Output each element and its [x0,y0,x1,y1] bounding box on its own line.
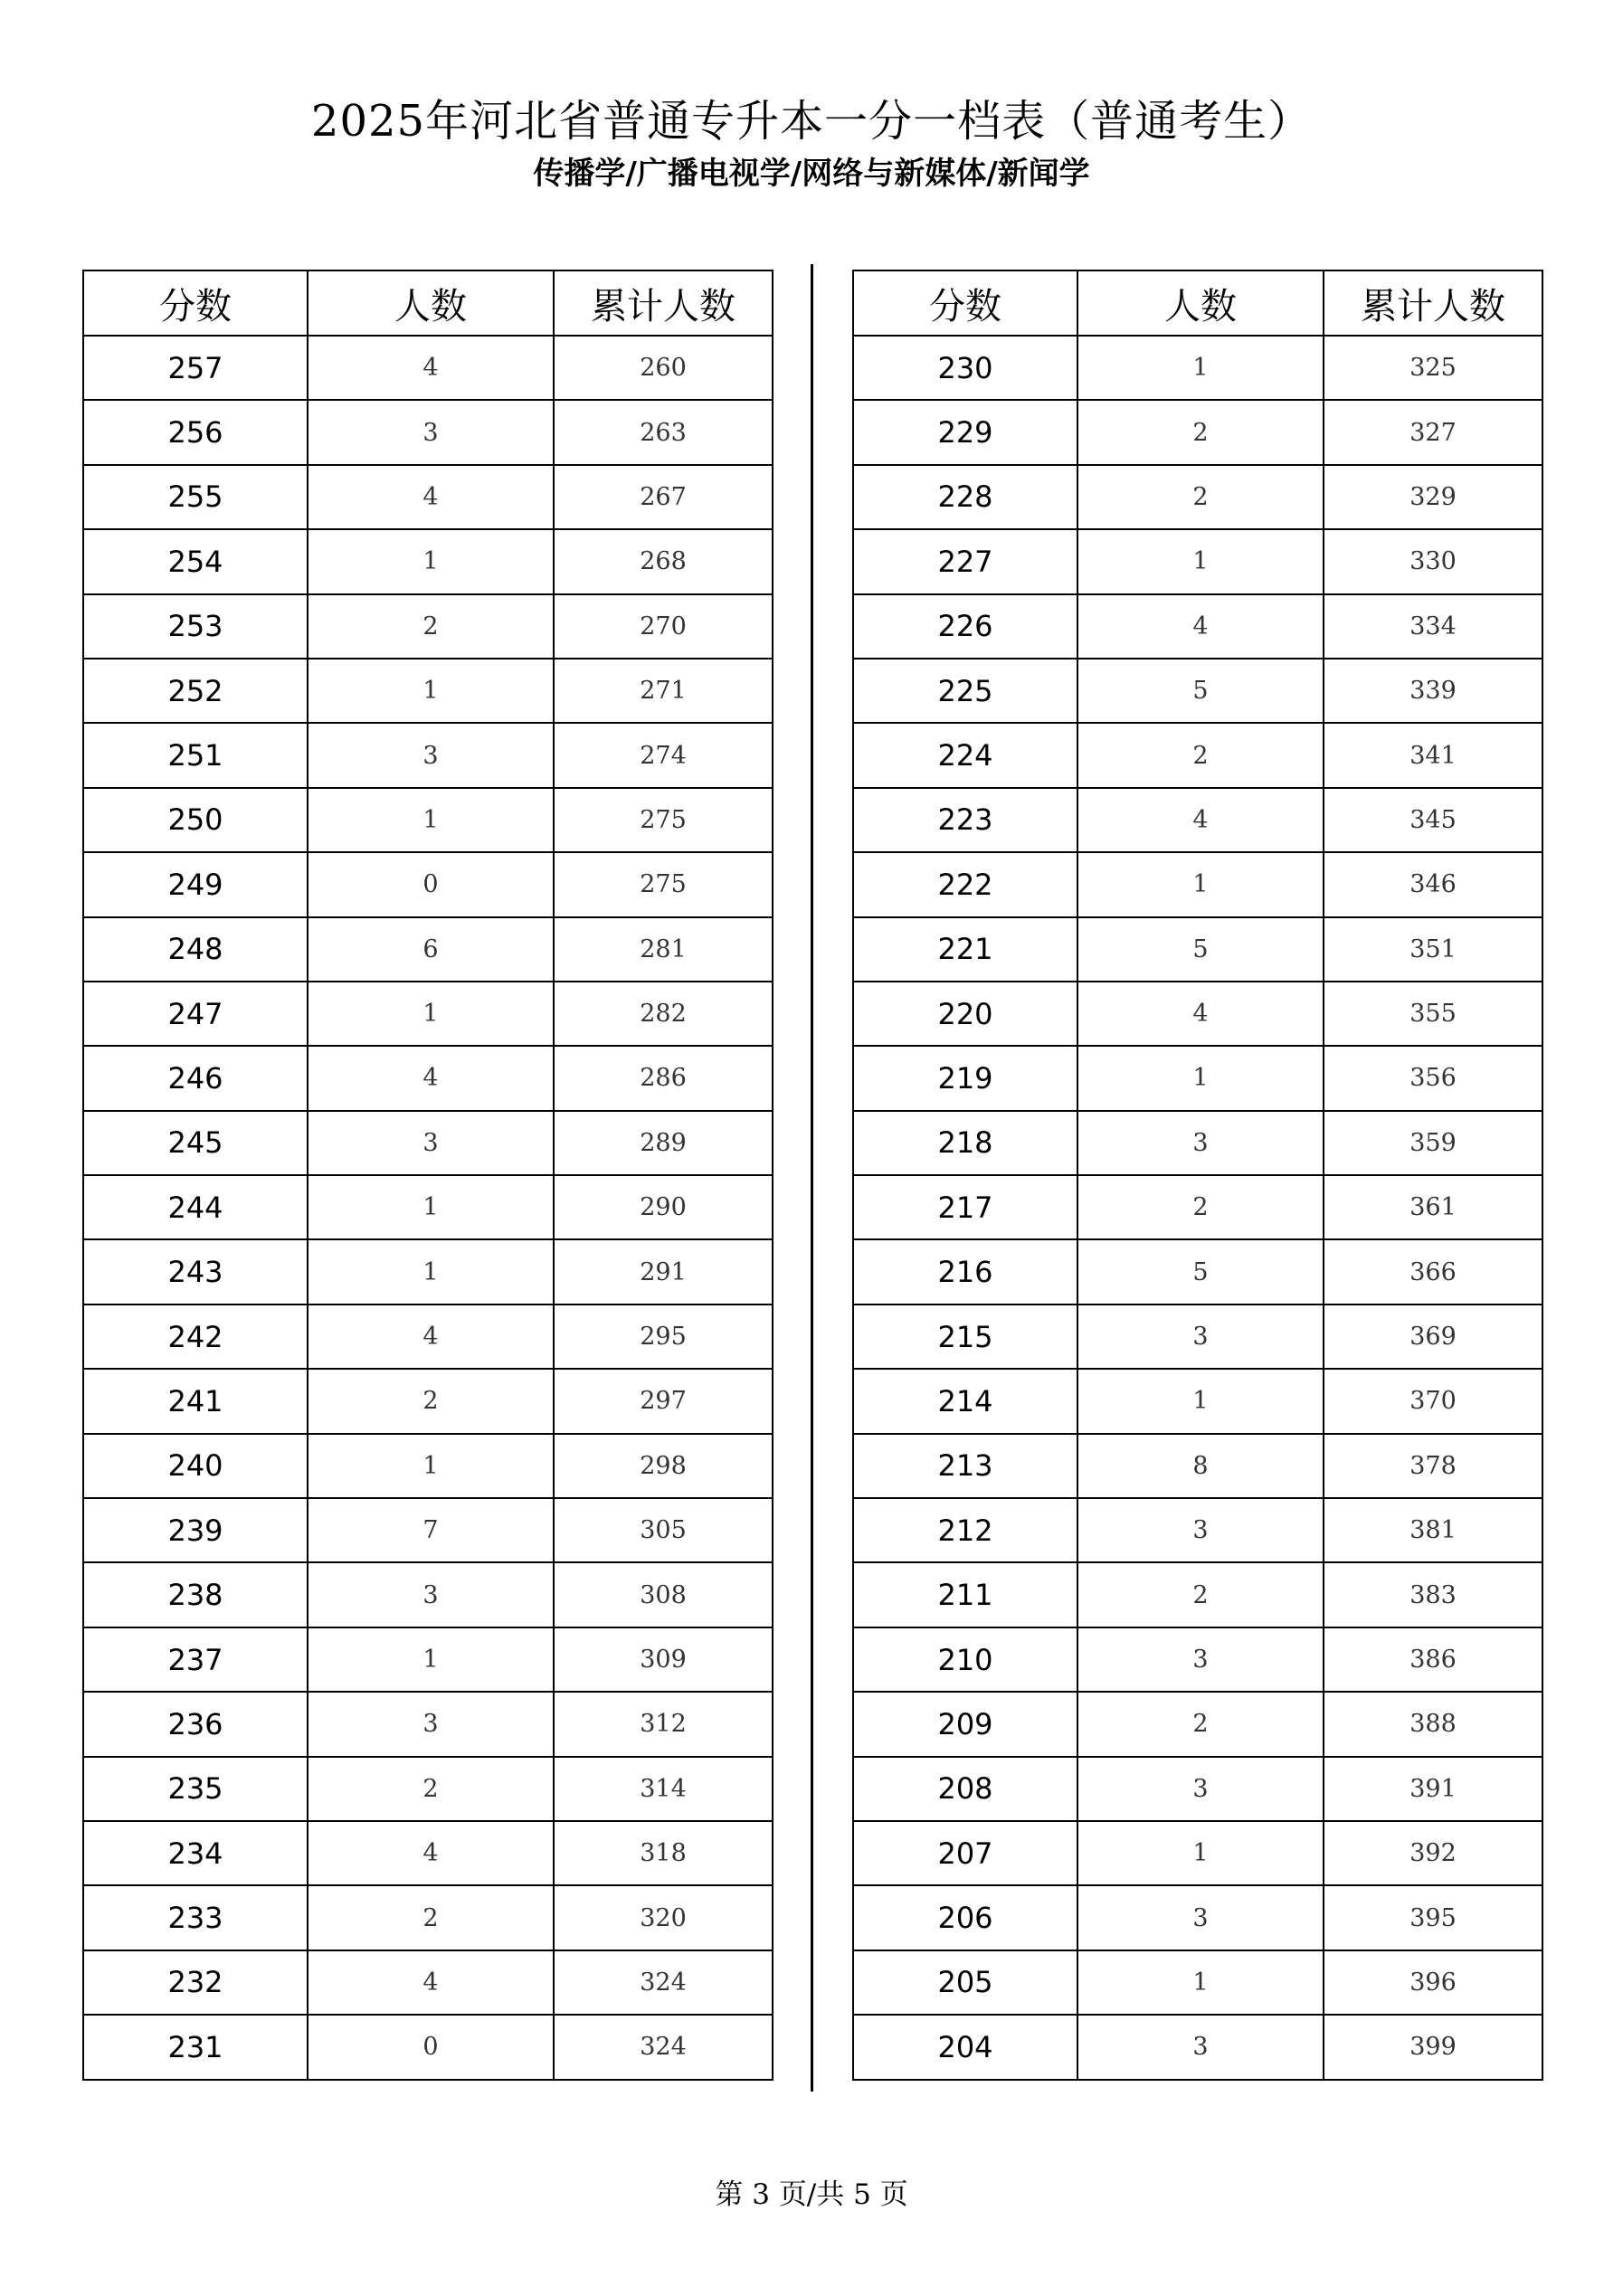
cell-count: 4 [1077,982,1324,1046]
cell-score: 217 [853,1175,1077,1239]
table-row [83,982,773,1046]
table-row [83,594,773,659]
table-row [83,336,773,400]
cell-cumulative: 318 [554,1821,773,1885]
table-row [853,465,1542,529]
cell-cumulative: 392 [1324,1821,1542,1885]
cell-count: 1 [308,788,554,852]
cell-score: 237 [83,1627,308,1692]
cell-count: 3 [1077,1757,1324,1821]
cell-cumulative: 386 [1324,1627,1542,1692]
cell-cumulative: 291 [554,1239,773,1304]
cell-cumulative: 282 [554,982,773,1046]
cell-score: 218 [853,1111,1077,1175]
cell-count: 2 [308,1757,554,1821]
cell-cumulative: 281 [554,917,773,982]
cell-count: 1 [1077,336,1324,400]
cell-count: 4 [308,336,554,400]
cell-score: 233 [83,1885,308,1950]
table-row [853,1885,1542,1950]
cell-count: 4 [1077,594,1324,659]
table-row [83,529,773,593]
cell-score: 222 [853,852,1077,916]
score-table-right [852,270,1543,2081]
cell-score: 229 [853,400,1077,464]
table-row [853,1305,1542,1369]
cell-count: 2 [308,1369,554,1433]
cell-cumulative: 309 [554,1627,773,1692]
cell-cumulative: 329 [1324,465,1542,529]
table-row [853,1498,1542,1562]
cell-cumulative: 295 [554,1305,773,1369]
cell-cumulative: 334 [1324,594,1542,659]
cell-score: 239 [83,1498,308,1562]
cell-count: 0 [308,852,554,916]
cell-cumulative: 298 [554,1434,773,1498]
cell-cumulative: 271 [554,659,773,723]
header-cumulative: 累计人数 [1324,270,1542,336]
cell-cumulative: 383 [1324,1562,1542,1627]
cell-score: 249 [83,852,308,916]
table-row [853,529,1542,593]
cell-cumulative: 314 [554,1757,773,1821]
cell-score: 213 [853,1434,1077,1498]
cell-count: 8 [1077,1434,1324,1498]
cell-score: 243 [83,1239,308,1304]
cell-count: 2 [308,1885,554,1950]
table-row [83,1562,773,1627]
page-title: 2025年河北省普通专升本一分一档表（普通考生） [310,96,1313,147]
cell-count: 3 [308,723,554,787]
cell-score: 225 [853,659,1077,723]
cell-cumulative: 359 [1324,1111,1542,1175]
cell-score: 212 [853,1498,1077,1562]
cell-score: 209 [853,1692,1077,1756]
cell-cumulative: 339 [1324,659,1542,723]
score-table-left [82,270,774,2081]
table-row [83,465,773,529]
table-row [853,1434,1542,1498]
cell-score: 224 [853,723,1077,787]
cell-count: 2 [1077,1175,1324,1239]
cell-count: 3 [1077,1627,1324,1692]
cell-count: 5 [1077,1239,1324,1304]
cell-cumulative: 324 [554,2015,773,2079]
cell-score: 245 [83,1111,308,1175]
cell-count: 1 [1077,1046,1324,1110]
cell-cumulative: 275 [554,788,773,852]
cell-count: 4 [308,1305,554,1369]
cell-score: 238 [83,1562,308,1627]
cell-count: 2 [1077,1692,1324,1756]
cell-score: 254 [83,529,308,593]
cell-cumulative: 345 [1324,788,1542,852]
table-row [83,1498,773,1562]
cell-score: 251 [83,723,308,787]
cell-count: 5 [1077,917,1324,982]
table-row [853,1369,1542,1433]
cell-count: 3 [1077,1498,1324,1562]
cell-count: 3 [1077,1305,1324,1369]
cell-score: 247 [83,982,308,1046]
cell-score: 208 [853,1757,1077,1821]
cell-score: 256 [83,400,308,464]
cell-count: 1 [1077,1950,1324,2015]
cell-count: 4 [308,1950,554,2015]
table-row [853,917,1542,982]
cell-score: 210 [853,1627,1077,1692]
cell-cumulative: 366 [1324,1239,1542,1304]
table-row [853,1821,1542,1885]
cell-cumulative: 396 [1324,1950,1542,2015]
cell-cumulative: 399 [1324,2015,1542,2079]
cell-count: 5 [1077,659,1324,723]
cell-count: 4 [1077,788,1324,852]
cell-count: 0 [308,2015,554,2079]
cell-count: 2 [308,594,554,659]
table-row [83,2015,773,2079]
cell-count: 3 [1077,1111,1324,1175]
header-cumulative: 累计人数 [554,270,773,336]
table-row [853,1627,1542,1692]
cell-count: 1 [1077,529,1324,593]
cell-score: 219 [853,1046,1077,1110]
table-header-row [853,270,1542,336]
table-row [853,1562,1542,1627]
table-row [853,659,1542,723]
cell-cumulative: 341 [1324,723,1542,787]
table-row [853,336,1542,400]
table-row [83,1111,773,1175]
table-row [83,788,773,852]
table-row [853,1692,1542,1756]
cell-count: 4 [308,1046,554,1110]
cell-score: 234 [83,1821,308,1885]
table-row [83,852,773,916]
table-row [83,1175,773,1239]
cell-score: 246 [83,1046,308,1110]
cell-score: 250 [83,788,308,852]
table-row [83,659,773,723]
table-row [83,400,773,464]
cell-score: 257 [83,336,308,400]
cell-cumulative: 325 [1324,336,1542,400]
cell-score: 242 [83,1305,308,1369]
table-row [853,1175,1542,1239]
page-number: 第 3 页/共 5 页 [715,2178,908,2211]
cell-score: 231 [83,2015,308,2079]
cell-count: 1 [308,529,554,593]
cell-count: 3 [308,1562,554,1627]
cell-count: 1 [308,659,554,723]
cell-score: 216 [853,1239,1077,1304]
table-row [83,1434,773,1498]
cell-count: 2 [1077,400,1324,464]
cell-cumulative: 370 [1324,1369,1542,1433]
cell-score: 211 [853,1562,1077,1627]
cell-score: 215 [853,1305,1077,1369]
cell-cumulative: 395 [1324,1885,1542,1950]
cell-count: 3 [1077,1885,1324,1950]
cell-score: 248 [83,917,308,982]
cell-score: 252 [83,659,308,723]
table-row [83,1369,773,1433]
table-row [83,1046,773,1110]
cell-cumulative: 308 [554,1562,773,1627]
cell-score: 244 [83,1175,308,1239]
cell-cumulative: 286 [554,1046,773,1110]
table-row [853,1757,1542,1821]
table-header-row [83,270,773,336]
cell-score: 232 [83,1950,308,2015]
cell-cumulative: 320 [554,1885,773,1950]
cell-score: 230 [853,336,1077,400]
cell-cumulative: 324 [554,1950,773,2015]
cell-cumulative: 260 [554,336,773,400]
table-row [83,1757,773,1821]
cell-score: 241 [83,1369,308,1433]
cell-score: 205 [853,1950,1077,2015]
table-row [853,723,1542,787]
cell-score: 204 [853,2015,1077,2079]
cell-cumulative: 356 [1324,1046,1542,1110]
cell-cumulative: 381 [1324,1498,1542,1562]
cell-count: 1 [1077,1821,1324,1885]
cell-cumulative: 327 [1324,400,1542,464]
cell-count: 3 [308,1692,554,1756]
cell-count: 1 [308,1627,554,1692]
cell-cumulative: 263 [554,400,773,464]
page-subtitle: 传播学/广播电视学/网络与新媒体/新闻学 [533,156,1090,192]
cell-cumulative: 312 [554,1692,773,1756]
table-row [853,788,1542,852]
cell-score: 223 [853,788,1077,852]
cell-count: 3 [1077,2015,1324,2079]
cell-cumulative: 361 [1324,1175,1542,1239]
cell-count: 1 [1077,852,1324,916]
cell-score: 207 [853,1821,1077,1885]
column-divider [811,264,813,2092]
table-row [83,1305,773,1369]
table-row [853,982,1542,1046]
header-score: 分数 [83,270,308,336]
cell-count: 4 [308,1821,554,1885]
cell-count: 2 [1077,723,1324,787]
cell-cumulative: 391 [1324,1757,1542,1821]
table-row [853,594,1542,659]
cell-cumulative: 388 [1324,1692,1542,1756]
table-row [83,1821,773,1885]
cell-cumulative: 355 [1324,982,1542,1046]
cell-score: 253 [83,594,308,659]
cell-score: 227 [853,529,1077,593]
cell-score: 221 [853,917,1077,982]
table-row [853,1950,1542,2015]
cell-cumulative: 267 [554,465,773,529]
table-row [853,1046,1542,1110]
table-row [853,400,1542,464]
cell-count: 2 [1077,1562,1324,1627]
cell-count: 1 [308,1175,554,1239]
header-score: 分数 [853,270,1077,336]
cell-cumulative: 290 [554,1175,773,1239]
table-row [83,1885,773,1950]
cell-count: 1 [308,982,554,1046]
cell-cumulative: 305 [554,1498,773,1562]
cell-cumulative: 330 [1324,529,1542,593]
table-row [83,1239,773,1304]
table-row [853,1239,1542,1304]
cell-score: 240 [83,1434,308,1498]
cell-cumulative: 378 [1324,1434,1542,1498]
cell-cumulative: 274 [554,723,773,787]
cell-count: 1 [308,1434,554,1498]
cell-score: 206 [853,1885,1077,1950]
table-row [83,1950,773,2015]
header-count: 人数 [308,270,554,336]
cell-cumulative: 289 [554,1111,773,1175]
table-row [83,917,773,982]
header-count: 人数 [1077,270,1324,336]
cell-cumulative: 268 [554,529,773,593]
cell-score: 236 [83,1692,308,1756]
table-row [83,1692,773,1756]
cell-score: 220 [853,982,1077,1046]
cell-score: 214 [853,1369,1077,1433]
cell-count: 7 [308,1498,554,1562]
cell-cumulative: 369 [1324,1305,1542,1369]
cell-count: 3 [308,1111,554,1175]
table-row [853,852,1542,916]
cell-cumulative: 275 [554,852,773,916]
cell-cumulative: 297 [554,1369,773,1433]
cell-score: 235 [83,1757,308,1821]
cell-count: 3 [308,400,554,464]
cell-count: 1 [1077,1369,1324,1433]
cell-count: 4 [308,465,554,529]
cell-score: 226 [853,594,1077,659]
cell-score: 228 [853,465,1077,529]
cell-cumulative: 270 [554,594,773,659]
cell-cumulative: 346 [1324,852,1542,916]
cell-cumulative: 351 [1324,917,1542,982]
table-row [853,1111,1542,1175]
cell-count: 2 [1077,465,1324,529]
table-row [83,723,773,787]
table-row [83,1627,773,1692]
table-row [853,2015,1542,2079]
cell-count: 1 [308,1239,554,1304]
cell-score: 255 [83,465,308,529]
cell-count: 6 [308,917,554,982]
